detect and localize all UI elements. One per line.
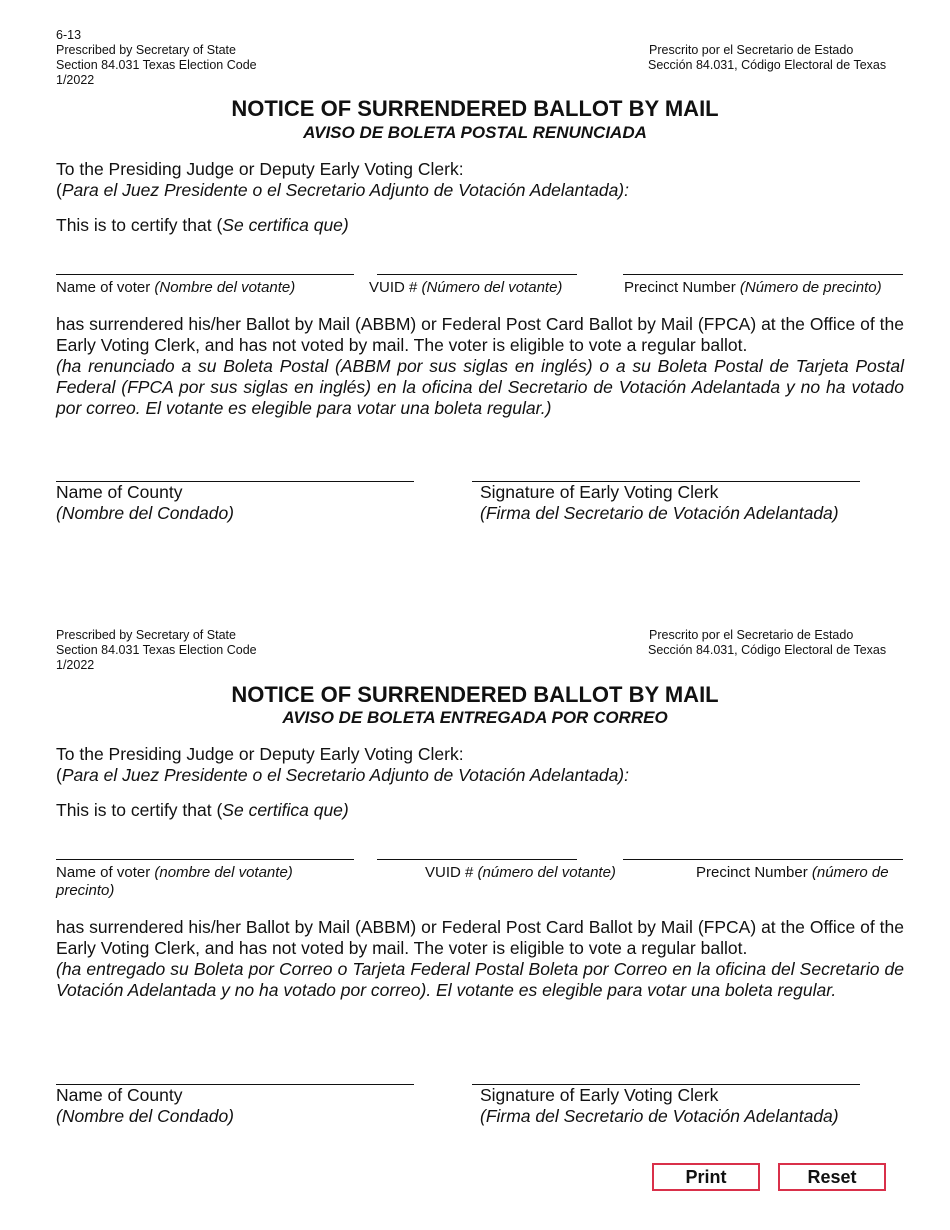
form1-voter-name-line[interactable]	[56, 274, 354, 275]
form1-body-en: has surrendered his/her Ballot by Mail (ABBM) or Federal Post Card Ballot by Mail (FPCA) at the Office of the Early Voting Clerk, and has not voted by mail. The voter is eligible to vote a regular ballot.	[56, 314, 904, 355]
form1-body-es: (ha renunciado a su Boleta Postal (ABBM por sus siglas en inglés) o a su Boleta Postal de Tarjeta Postal Federal (FPCA por sus siglas en inglés) en la oficina del Secretario de Votación Adelantada y no ha votado por correo. El votante es elegible para votar una boleta regular.)	[56, 356, 904, 418]
form2-precinct-line[interactable]	[623, 859, 903, 860]
form1-signature-label: Signature of Early Voting Clerk	[480, 482, 719, 502]
form-date: 1/2022	[56, 658, 95, 672]
form1-vuid-line[interactable]	[377, 274, 577, 275]
prescribed-by-es: Prescrito por el Secretario de Estado	[649, 628, 854, 642]
form2-signature-label-es: (Firma del Secretario de Votación Adelantada)	[480, 1106, 839, 1126]
form2-county-label: Name of County	[56, 1085, 183, 1105]
form1-to-line: To the Presiding Judge or Deputy Early Voting Clerk:	[56, 159, 464, 179]
form-date: 1/2022	[56, 73, 95, 87]
print-button[interactable]: Print	[652, 1163, 760, 1191]
form1-county-label: Name of County	[56, 482, 183, 502]
code-section-es: Sección 84.031, Código Electoral de Texas	[648, 643, 887, 657]
form2-certify: This is to certify that (Se certifica que)	[56, 800, 349, 820]
form2-body-en: has surrendered his/her Ballot by Mail (ABBM) or Federal Post Card Ballot by Mail (FPCA) at the Office of the Early Voting Clerk, and has not voted by mail. The voter is eligible to vote a regular ballot.	[56, 917, 904, 958]
form1-title: NOTICE OF SURRENDERED BALLOT BY MAIL	[231, 96, 719, 121]
form1-body	[56, 314, 904, 419]
form2-county-label-es: (Nombre del Condado)	[56, 1106, 235, 1126]
form2-precinct-label-cont: precinto)	[56, 882, 115, 899]
form1-subtitle: AVISO DE BOLETA POSTAL RENUNCIADA	[303, 123, 647, 142]
form1-precinct-line[interactable]	[623, 274, 903, 275]
prescribed-by: Prescribed by Secretary of State	[56, 43, 236, 57]
form1-to-line-es: (Para el Juez Presidente o el Secretario Adjunto de Votación Adelantada):	[56, 180, 629, 200]
form1-precinct-label: Precinct Number (Número de precinto)	[624, 279, 882, 296]
form1-meta-right	[648, 43, 886, 73]
form2-voter-name-line[interactable]	[56, 859, 354, 860]
form2-meta-left	[56, 628, 257, 673]
prescribed-by-es: Prescrito por el Secretario de Estado	[649, 43, 854, 57]
form2-voter-label: Name of voter (nombre del votante)	[56, 864, 293, 881]
prescribed-by: Prescribed by Secretary of State	[56, 628, 236, 642]
form2-precinct-label: Precinct Number (número de	[696, 864, 889, 881]
form1-voter-label: Name of voter (Nombre del votante)	[56, 279, 296, 296]
form1-meta-left	[56, 28, 257, 88]
form2-subtitle: AVISO DE BOLETA ENTREGADA POR CORREO	[282, 708, 668, 727]
form2-to-line-es: (Para el Juez Presidente o el Secretario Adjunto de Votación Adelantada):	[56, 765, 629, 785]
form2-meta-right	[648, 628, 886, 658]
form1-vuid-label: VUID # (Número del votante)	[369, 279, 563, 296]
form1-certify: This is to certify that (Se certifica que)	[56, 215, 349, 235]
code-section-es: Sección 84.031, Código Electoral de Texas	[648, 58, 887, 72]
form2-body	[56, 917, 904, 1001]
reset-button[interactable]: Reset	[778, 1163, 886, 1191]
form-number: 6-13	[56, 28, 82, 42]
form2-vuid-line[interactable]	[377, 859, 577, 860]
form2-signature-label: Signature of Early Voting Clerk	[480, 1085, 719, 1105]
code-section: Section 84.031 Texas Election Code	[56, 643, 257, 657]
code-section: Section 84.031 Texas Election Code	[56, 58, 257, 72]
form2-body-es: (ha entregado su Boleta por Correo o Tarjeta Federal Postal Boleta por Correo en la oficina del Secretario de Votación Adelantada y no ha votado por correo). El votante es elegible para votar una boleta regular.	[56, 959, 904, 1000]
form2-to-line: To the Presiding Judge or Deputy Early Voting Clerk:	[56, 744, 464, 764]
form2-title: NOTICE OF SURRENDERED BALLOT BY MAIL	[231, 682, 719, 707]
form1-county-label-es: (Nombre del Condado)	[56, 503, 235, 523]
form2-vuid-label: VUID # (número del votante)	[425, 864, 616, 881]
form1-signature-label-es: (Firma del Secretario de Votación Adelantada)	[480, 503, 839, 523]
